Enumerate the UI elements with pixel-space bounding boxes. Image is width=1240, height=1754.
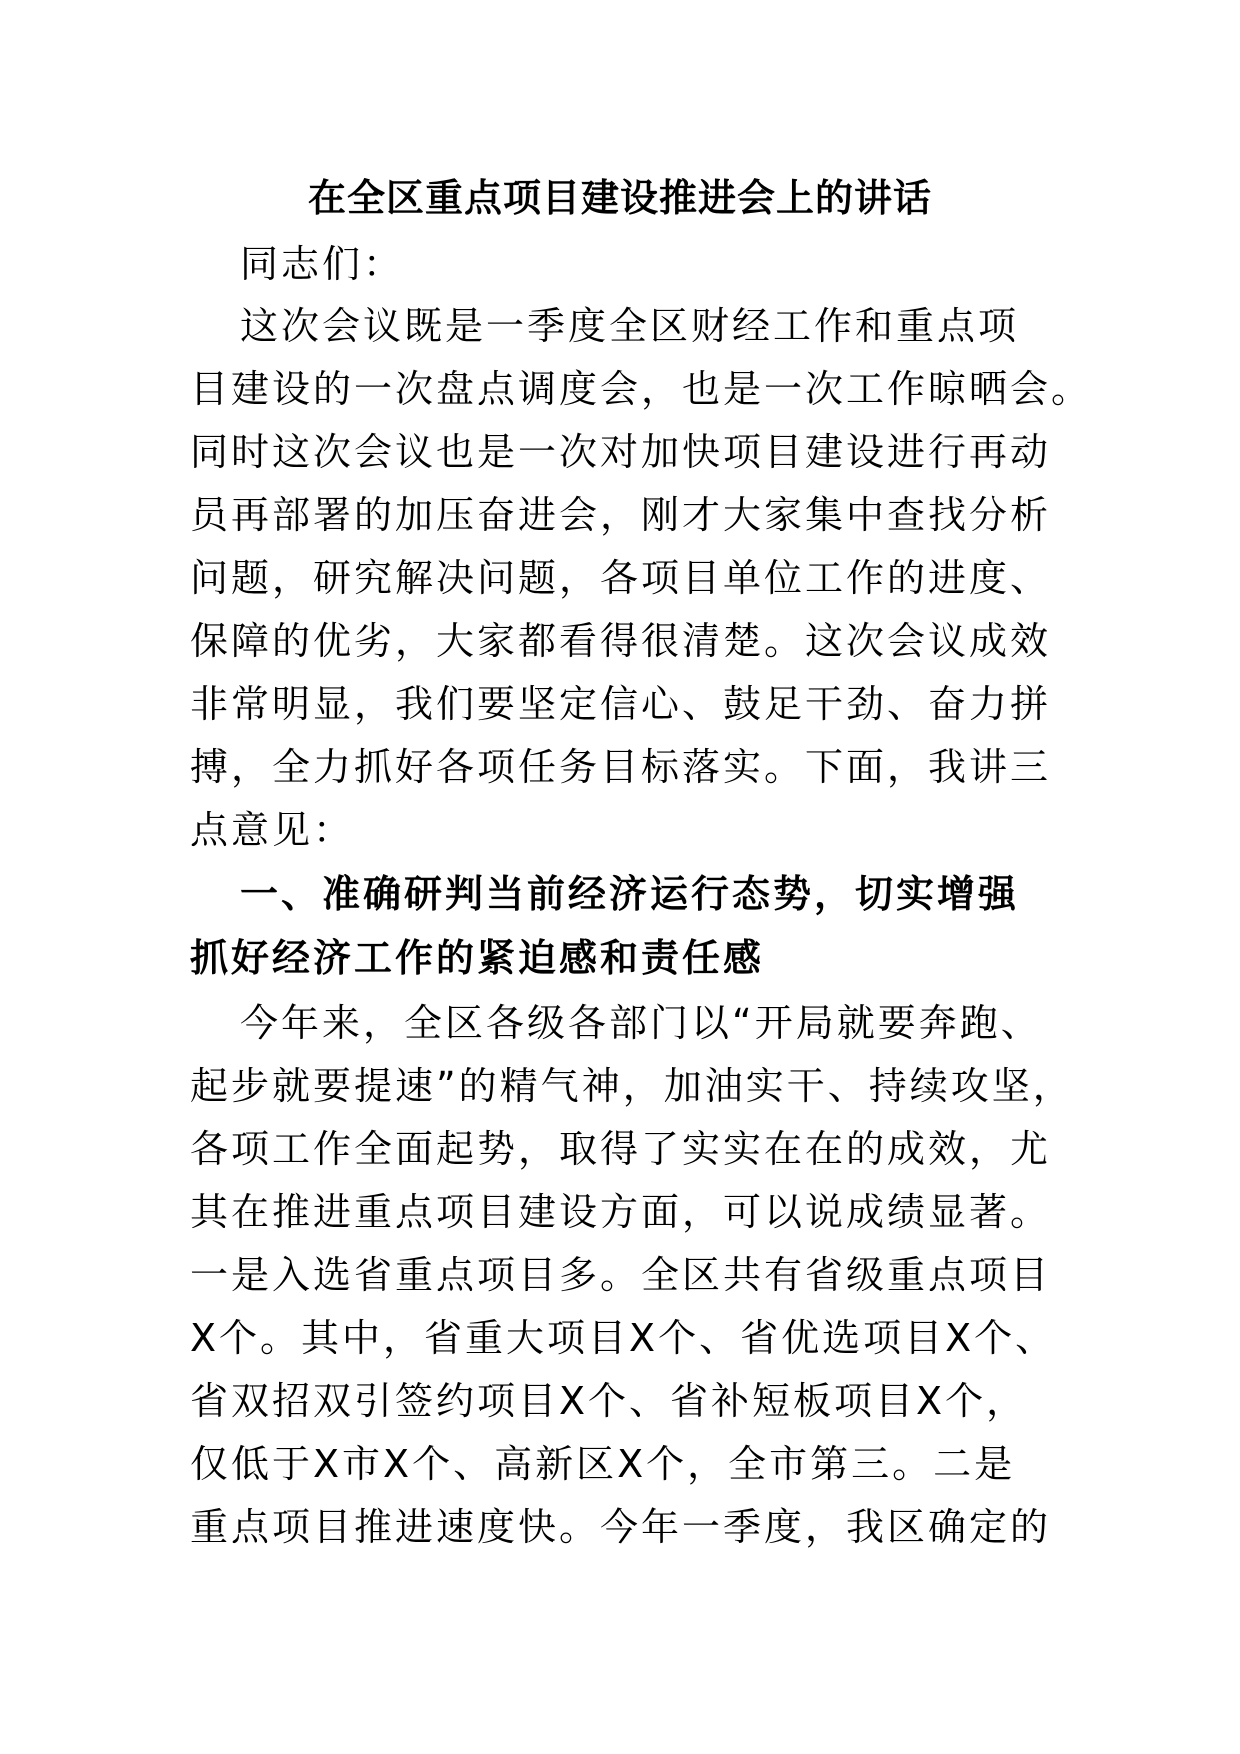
- paragraph-line: 员再部署的加压奋进会，刚才大家集中查找分析: [190, 493, 1052, 537]
- paragraph-line: 仅低于X市X个、高新区X个，全市第三。二是: [190, 1442, 1016, 1486]
- paragraph-line: 非常明显，我们要坚定信心、鼓足干劲、奋力拼: [190, 682, 1052, 726]
- paragraph-line: 其在推进重点项目建设方面，可以说成绩显著。: [190, 1190, 1052, 1234]
- paragraph-line: 今年来，全区各级各部门以“开局就要奔跑、: [240, 1001, 1042, 1045]
- paragraph-line: 搏，全力抓好各项任务目标落实。下面，我讲三: [190, 745, 1052, 789]
- paragraph-line: 重点项目推进速度快。今年一季度，我区确定的: [190, 1505, 1052, 1549]
- paragraph-line: 同时这次会议也是一次对加快项目建设进行再动: [190, 430, 1052, 474]
- paragraph-line: 各项工作全面起势，取得了实实在在的成效，尤: [190, 1127, 1052, 1171]
- paragraph-line: 这次会议既是一季度全区财经工作和重点项: [240, 304, 1020, 348]
- paragraph-line: 保障的优劣，大家都看得很清楚。这次会议成效: [190, 619, 1052, 663]
- paragraph-line: X个。其中，省重大项目X个、省优选项目X个、: [190, 1316, 1057, 1360]
- paragraph-line: 省双招双引签约项目X个、省补短板项目X个，: [190, 1379, 1028, 1423]
- section-heading-line: 一、准确研判当前经济运行态势，切实增强: [240, 872, 1020, 916]
- paragraph-line: 点意见：: [190, 808, 355, 852]
- salutation: 同志们：: [240, 242, 405, 286]
- document-title: 在全区重点项目建设推进会上的讲话: [307, 176, 932, 220]
- section-heading-line: 抓好经济工作的紧迫感和责任感: [190, 936, 765, 980]
- paragraph-line: 目建设的一次盘点调度会，也是一次工作晾晒会。: [190, 367, 1093, 411]
- paragraph-line: 起步就要提速”的精气神，加油实干、持续攻坚，: [190, 1064, 1074, 1108]
- paragraph-line: 一是入选省重点项目多。全区共有省级重点项目: [190, 1253, 1052, 1297]
- paragraph-line: 问题，研究解决问题，各项目单位工作的进度、: [190, 556, 1052, 600]
